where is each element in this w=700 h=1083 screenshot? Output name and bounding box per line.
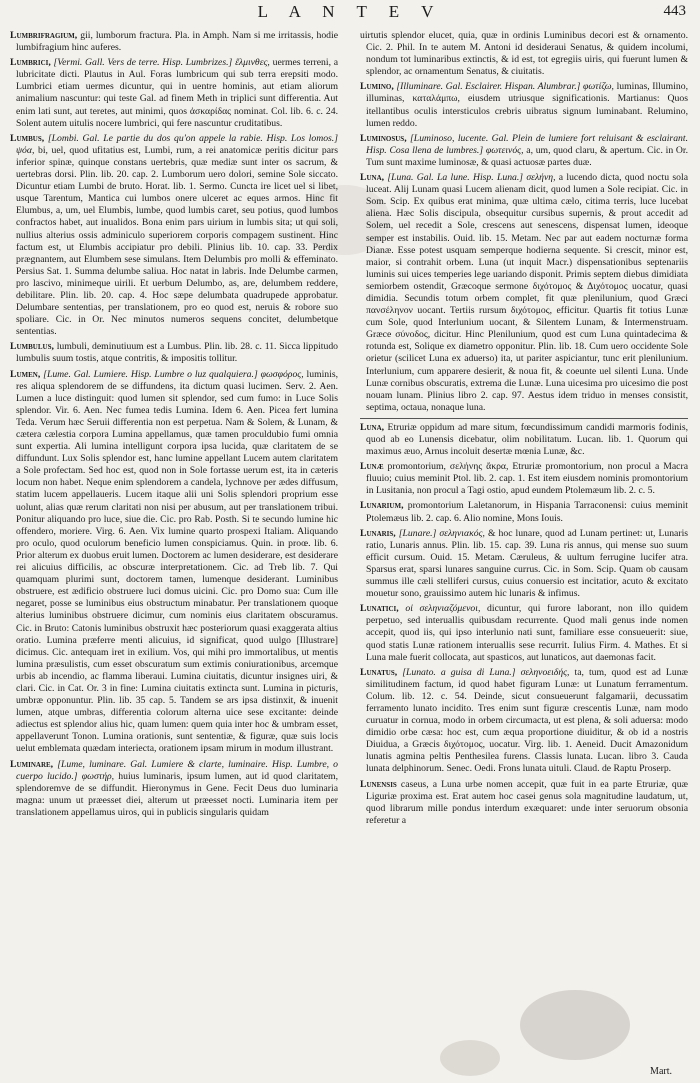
entry-text: & hoc lunare, quod ad Lunam pertinet: ut, Lunaris ratio, Lunaris annus. Plin. lib. 15. cap. 39. Luna ris annus, qui mense suo suum efficit cursum. Ouid. 15. Metam. Cæruleus, & uultum ferrugine lucifer atra. Sparsus erat, sparsi lunares sanguine currus. Cic. in Som. Scip. Quam ob causam summus ille cæli stelliferi cursus, cuius conuersio est incitatior, acuto & excitato mouetur sono, grauissimo autem hic lunaris & infimus. (366, 527, 688, 600)
entry-text: huius luminaris, ipsum lumen, aut id quod claritatem, splendoremve de se diffundit. Hieronymus in Gene. Fecit Deus duo luminaria magna: unum ut præesset diei, alterum ut præesset nocti. Luminaria item per translationem appellamus uiros, qui in publicis singularis quidam (16, 770, 338, 818)
greek-gloss: ἕλμινθες, (235, 57, 270, 69)
entry-text: luminas, Illumino, illuminas, καταλάμπω, eiusdem utriusque significationis. Martianus: Quos itellantibus oculis intersticulos crebris uibratus signum luminabant. Relumino, lumen reddo. (366, 81, 688, 129)
entry-text: luminis, res aliqua splendorem de se diffundens, ita dictum quasi lucimen. Serv. 2. Aen. Lumen a luce distinguit: quod lumen sit splendor, sed cum fumo: in Luce Solis splendor. Vir. 6. Aen. Nec fumea tedis Lumina. Idem 6. Aen. Picea fert lumina Teda. Verum hæc Seruii differentia non est perpetua. Nam & Solem, & Lunam, & cætera cælestia corpora Lumina appellamus, quæ tamen proculdubio fumi omnia sunt expertia. Ali lumina intelligunt corpora ipsa lucida, quæ claritatem de se diffundunt. Lux Solis splendor est, hanc lumine appellant Lucem autem claritatem a Sole profectam. Sed hoc est, quod non in Sole fortasse uerum est, ita in cæteris locum non habet. Neque enim splendorem a candela, lychnove per ædes diffusum, statim lucem appellaueris. Lucem itaque alii uni Solis splendori proprium esse uolunt, alias quæ rerum claritati non nisi per abusum, aut per translationem tribui. Ponitur aliquando pro luce, siue die. Cic. pro Rab. Posth. Si te secundo lumine hic offendero, moriere. Virg. 6. Aen. Vix lumine quarto prospexi Italiam. Aliquando pro oculo, quod oculorum beneficio lumen conspiciamus. Quin. in proœ. lib. 6. Prior alterum ex duobus eruit lumen. Doctorem ac lumen desiderare, est desiderare rei alicuius difficilis, ac obscuræ interpretationem. Cic. ad Treb lib. 7. Qui quamquam plurimi sunt, doctorem tamen, lumenque desiderant. Luminibus obstruere, est ædificio obstruere luci domus uicini. Cic. pro Domo sua: Cum ille negaret, posse se luminibus eius obstructum minabatur. Per translationem quoque alterius luminibus obstruere dicimur, cum nominis eius claritatem obscuramus. Cic. in Bruto: Catonis luminibus obstruxit hæc posteriorum quasi exaggerata altius oratio. Lumina præferre menti alicuius, id significat, quod uulgo [Illustrare] dicimus. Cic. antequam iret in exilium. Vos, qui mihi pro immortalibus, ut mentis lumina præsulistis, cum esset obscuratum sum extimis coniurationibus, arcemque urbis ab incendio, ac flamma liberaui. Lumina ciuitatis, dicuntur insignes uiri, & clari. Cic. in Cat. Or. 3 in fine: Lumina ciuitatis extincta sunt. Lumina in picturis, umbræ opponuntur. Plin. lib. 35 cap. 5. Tandem se ars ipsa distinxit, & inuenit lumen, atque umbras, differentia colorum alterna uice sese excitante: deinde adiectus est splendor alius hic, quam lumen: quem quia inter hoc & umbram esset, appellaverunt Tonon. Lumina orationis, sunt sententiæ, & figuræ, quæ suis locis uelut emblemata quædam interiecta, orationem ipsam mirum in modum illustrant. (16, 368, 338, 755)
dictionary-entry (10, 30, 338, 54)
entry-headword: Lunarium, (360, 500, 404, 512)
vernacular-gloss: [Vermi. Gall. Vers de terre. Hisp. Lumbrizes.] (53, 57, 233, 69)
right-column (360, 30, 688, 1075)
page-header (0, 0, 700, 28)
entry-headword: Lumbus, (10, 132, 45, 144)
dictionary-entry (360, 779, 688, 827)
entry-text: dicuntur, qui furore laborant, non illo quidem perpetuo, sed interuallis quibusdam recurrente. Quod mali genus inde nomen accepit, quod iis, qui ipso interlunio nati sunt, familiare esse consueuerit: siue, quod statis Lunæ rationem interuallis sese recurrit. Iulius Firm. 4. Mathes. Et si Luna male fuerit collocata, aut spasticos, aut lunaticos, aut daemonas facit. (366, 603, 688, 663)
dictionary-entry (360, 133, 688, 169)
dictionary-entry (360, 461, 688, 497)
dictionary-entry (360, 667, 688, 776)
vernacular-gloss: [Luminoso, lucente. Gal. Plein de lumiere fort reluisant & esclairant. Hisp. Cosa llena de lumbres.] (366, 132, 688, 156)
dictionary-entry (10, 133, 338, 339)
greek-gloss: σελήνη, (526, 172, 556, 184)
running-head: L A N T E V (257, 2, 443, 21)
greek-gloss: οἱ σεληνιαζόμενοι, (405, 603, 481, 615)
entry-text: ta, tum, quod est ad Lunæ similitudinem factum, id quod habet figuram Lunæ: ut Lunatum ferramentum. Colum. lib. 12. c. 54. Deinde, sicut consueuerunt falgamarii, decussatim ferramento lunato incidito. Tres enim sunt figuræ crescentis Lunæ, nam modo curuatur in cornua, modo in orbem circumacta, ut est plena, & soli aduersa: modo dimidio orbe cæsa: hoc est, cum æqua proportione diuiditur, & ob id a nostris Diuidua, a Græcis διχότομος, uocatur. Virg. lib. 1. Aeneid. Ducit Amazonidum lunatis agmina peltis Penthesilea furens. Classis lunata. Lucan. libro 3. Cauda lunata delphinorum. Senec. Oedi. Frons lunata uituli. Claud. de Raptu Proserp. (366, 666, 688, 775)
greek-gloss: φωτεινός, (485, 144, 524, 156)
vernacular-gloss: [Lunato. a guisa di Luna.] (402, 666, 516, 678)
entry-text: gii, lumborum fractura. Pla. in Amph. Nam si me irritassis, hodie lumbifragium hinc auferes. (16, 30, 338, 54)
greek-gloss: σεληνοειδής, (520, 666, 570, 678)
greek-gloss: φωτίζω, (582, 81, 614, 93)
dictionary-entry (360, 603, 688, 663)
vernacular-gloss: [Lunare.] (398, 527, 437, 539)
dictionary-entry (360, 500, 688, 524)
vernacular-gloss: [Lume. Gal. Lumiere. Hisp. Lumbre o luz qualquiera.] (43, 368, 258, 380)
entry-text: lumbuli, deminutiuum est a Lumbus. Plin. lib. 28. c. 11. Sicca lippitudo lumbulis suum tostis, atque contritis, & impositis tollitur. (16, 341, 338, 365)
dictionary-entry (360, 30, 688, 78)
entry-headword: Lunæ (360, 461, 384, 473)
page-number: 443 (663, 3, 686, 19)
entry-headword: Lumbrifragium, (10, 30, 78, 41)
entry-headword: Luna, (360, 421, 385, 433)
entry-text: caseus, a Luna urbe nomen accepit, quæ fuit in ea parte Etruriæ, quæ Liguriæ proxima est. Erat autem hoc casei genus sola magnitudine laudatum, ut, quod librarum mille pondus interdum exæquaret: unde inter seruorum obsonia referetur a (366, 778, 688, 826)
dictionary-entry (360, 418, 688, 458)
entry-headword: Lumen, (10, 368, 41, 380)
entry-headword: Luminare, (10, 758, 54, 770)
dictionary-entry (10, 759, 338, 819)
entry-text: a, um, quod claru, & apertum. Cic. in Or. Tum sunt maxime luminosæ, & quasi actuosæ partes duæ. (366, 144, 688, 168)
entry-headword: Lumbulus, (10, 341, 54, 353)
entry-text: promontorium, σελήνης ἄκρα, Etruriæ promontorium, non procul a Macra fluuio; cuius meminit Ptol. lib. 2. cap. 1. Est item eiusdem nominis promontorium in Lusitania, non procul a Tagi ostio, apud eundem Ptolemæum lib. 2. c. 5. (366, 461, 688, 497)
entry-headword: Lunatus, (360, 666, 398, 678)
vernacular-gloss: [Illuminare. Gal. Esclairer. Hispan. Alumbrar.] (396, 81, 581, 93)
entry-headword: Lumbrici, (10, 57, 51, 69)
entry-text: a lucendo dicta, quod noctu sola luceat. Alij Lunam quasi Lucem alienam dicit, quod lumen a Sole recipiat. Cic. in Som. Scip. Ex quibus erat minima, quæ ultima cælo, citima terris, luce lucebat aliena. Hæc Solis discipula, obsequitur cursibus supernis, & prout accedit ad Solem, uel recedit a Sole, crescens aut senescens, dispensat lumen, ideoque semper est instabilis. Ouid. lib. 15. Metam. Nec par aut eadem nocturnæ forma Dianæ. Esse potest usquam semperque hodierna sequente. Si crescit, minor est, maior, si contrahit orbem. Luna (ut inquit Macr.) dispensationibus septenariis luminis sui uices temperies lege uariando disponit. Primis septem diebus dimidiata semiorbem ostendit, Græcoque sermone διχότομος & Διχότομος uocatur, quasi dimidia. Secundis totum orbem complet, fit quæ plenilunium, quod Græci πανσέληνον uocant. Tertiis rursum διχότομος, efficitur. Quartis fit totius Lunæ cum Sole, quod Interlunium uocant, & Silentem Lunam, & Intermenstruam. Græce σύνοδος, dicitur. Hinc Plenilunium, quod est cum Luna quintadecima & rotunda est, Solique ex diametro opponitur. Plin. lib. 18. Cum uero occidente Sole orietur (scilicet Luna ex aduerso) ita, ut pariter aspiciantur, tunc erit plenilunium. Interlunium, cum apparere desierit, & noua fit, & coeunte uel silenti Luna. Unde Lunæ cornibus obscuratis, extrema die Lunæ. Luna uicesima pro uicesimo die post nouam lunam. Plinius libro 2. cap. 97. Aestus idem triduo in menses consistit, septima, octaua, nonaque luna. (366, 172, 688, 413)
entry-text: promontorium Laletanorum, in Hispania Tarraconensi: cuius meminit Ptolemæus lib. 2. cap. 6. Alio nomine, Mons Iouis. (366, 500, 688, 524)
entry-headword: Luna, (360, 172, 385, 184)
entry-headword: Lunensis (360, 778, 397, 790)
vernacular-gloss: [Lombi. Gal. Le partie du dos qu'on appele la rabie. Hisp. Los lomos.] (47, 132, 338, 144)
entry-text: Etruriæ oppidum ad mare situm, fœcundissimum candidi marmoris fodinis, quod ab eo Lunensis dicebatur, olim nobilitatum. Lucan. lib. 1. Quorum qui maximus æuo, Arnus incoluit desertæ mœnia Lunæ, &c. (366, 421, 688, 458)
dictionary-entry (360, 528, 688, 601)
entry-text: uirtutis splendor elucet, quia, quæ in ordinis Luminibus decori est & ornamento. Cic. 2. Phil. In te autem M. Antoni id desideraui Senatus, & quidem incolumi, nondum tot luminaribus extinctis, & id est, tot egregiis uiris, qui fuerunt lumen & splendor, ac ornamentum Senatus, & ciuitatis. (360, 30, 688, 78)
dictionary-entry (360, 172, 688, 414)
entry-headword: Lumino, (360, 81, 394, 93)
dictionary-entry (10, 369, 338, 756)
vernacular-gloss: [Lume, luminare. Gal. Lumiere & clarte, luminaire. Hisp. Lumbre, o cuerpo lucido.] (16, 758, 338, 782)
greek-gloss: φωσφόρος, (260, 368, 304, 380)
catchword: Mart. (650, 1066, 672, 1077)
entry-headword: Lunaris, (360, 527, 396, 539)
dictionary-entry (10, 57, 338, 130)
greek-gloss: φωστήρ, (81, 770, 115, 782)
left-column (10, 30, 338, 1075)
greek-gloss: ψόα, (16, 144, 35, 156)
entry-text: bi, uel, quod ufitatius est, Lumbi, rum, a rei anatomicæ peritis dicitur pars inferior spinæ, quinque constans uertebris, quæ mediæ sunt inter os sacrum, & uertebras dorsi. Plin. lib. 20. cap. 2. Lumborum uero dolori, semine Sole siccato. Dicuntur etiam Lumbi de bruto. Horat. lib. 1. Sermo. Cuncta ire licet uel si libet, usque Tarentum, Mantica cui lumbos onere ulceret ac eques armos. Hinc fit Elumbus, a, um, uel Elumbis, lumbe, quod lumbis caret, seu potius, quod lumbos confractos habet, aut inualidos. Bona enim pars uirium in lumbis sita; ut qui soli, nullius alterius ossis adminiculo superiorem corporis compagem sustinent. Hinc factum est, ut Elumbis accipiatur pro debili. Plinius lib. 10. cap. 33. Perdix prægnantem, aut Elumbem sese simulans. Item Delumbis pro molli & effeminato. Persius Sat. 1. Summa delumbe saliua. Hoc natat in labris. Inde Delumbe carmen, pro lascivo, minimeque uirili. Et uerbum Delumbo, as, are, delumbem reddere, debilitare. Plin. lib. 20. cap. 4. Hoc sæpe delumbata quadrupede approbatur. Delumbare sententias, per translationem, pro eo quod est, neruis & robore suo spoliare. Cic. in Or. Nec minutos numeros sequens concitet, delumbetque sententias. (16, 144, 338, 338)
dictionary-entry (360, 81, 688, 129)
dictionary-entry (10, 341, 338, 365)
entry-text: uermes terreni, a lubricitate dicti. Plautus in Aul. Foras lumbricum qui sub terra erepsiti modo. Lumbrici etiam uermes dicuntur, qui in uentre hominis, aut etiam aliorum animalium nascuntur: qui teste Gal. ad finem Meth in triplici sunt differentia. Aut enim lati sunt, aut teretes, aut minimi, quos ἀσκαρίδας nominat. Col. lib. 6. c. 24. Solent autem uitulis nocere lumbrici, qui fere nascuntur cruditatibus. (16, 57, 338, 129)
greek-gloss: σεληνιακός, (439, 527, 485, 539)
entry-headword: Luminosus, (360, 132, 407, 144)
vernacular-gloss: [Luna. Gal. La lune. Hisp. Luna.] (387, 172, 524, 184)
entry-headword: Lunatici, (360, 603, 399, 615)
